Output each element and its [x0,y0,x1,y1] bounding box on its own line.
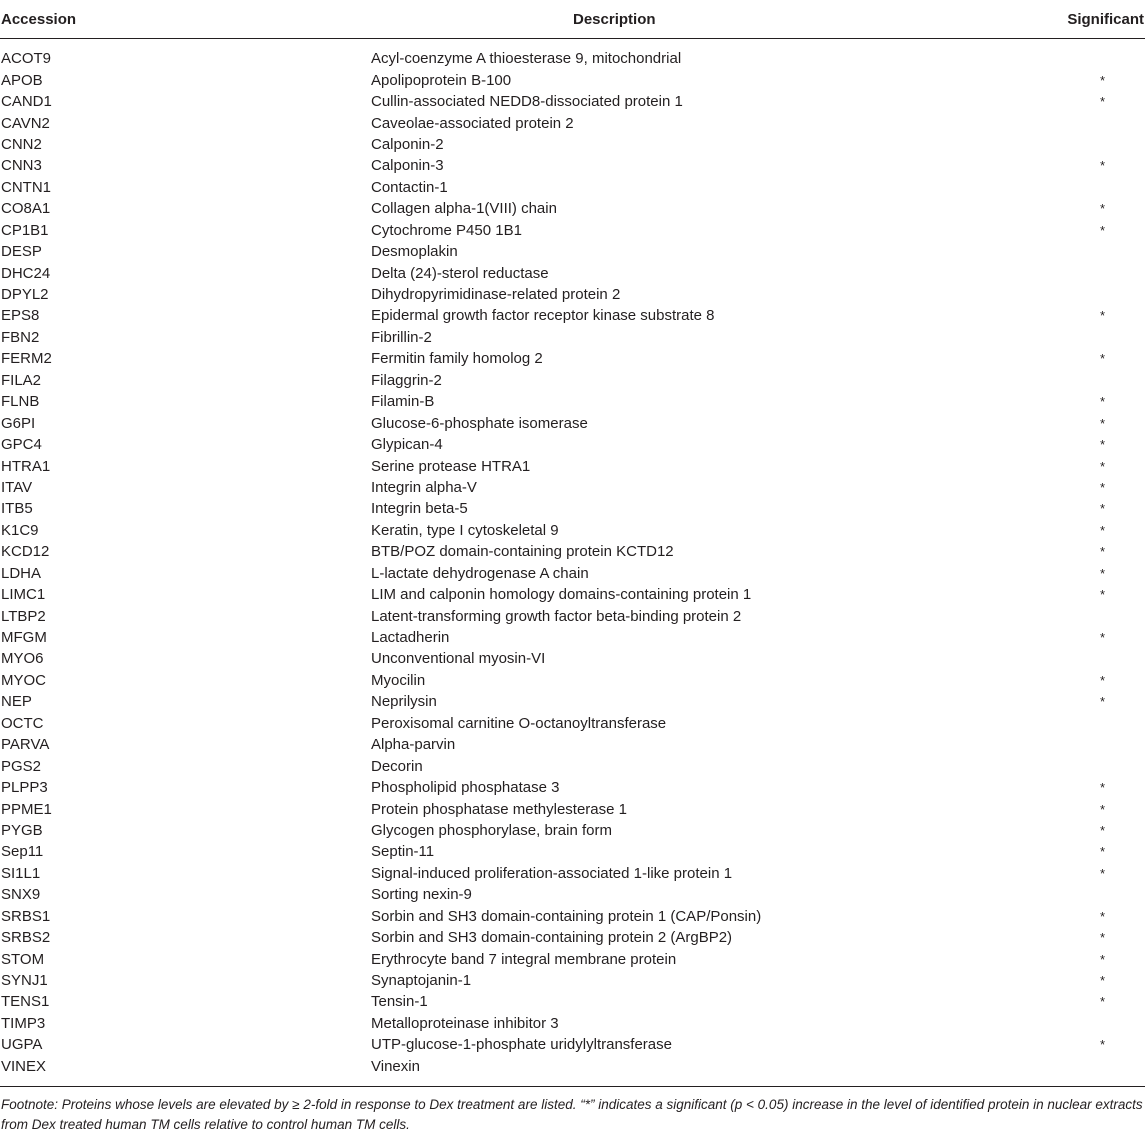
description-cell: Myocilin [371,671,426,689]
significant-cell: * [1100,630,1106,646]
accession-cell: EPS8 [1,307,40,325]
description-cell: Erythrocyte band 7 integral membrane protein [371,950,677,968]
description-cell: Desmoplakin [371,243,458,261]
accession-cell: CP1B1 [1,221,49,239]
description-cell: Dihydropyrimidinase-related protein 2 [371,286,621,304]
significant-cell: * [1100,437,1106,453]
description-cell: Serine protease HTRA1 [371,457,531,475]
accession-cell: CNN3 [1,157,42,175]
table-row [0,991,1145,1012]
significant-cell [1060,112,1145,133]
description-cell: Alpha-parvin [371,736,456,754]
table-row [0,455,1145,476]
table-row [0,563,1145,584]
significant-cell [1060,284,1145,305]
table-row [0,370,1145,391]
table-row [0,820,1145,841]
significant-cell [1060,884,1145,905]
accession-cell: TENS1 [1,993,50,1011]
accession-cell: APOB [1,71,43,89]
table-row [0,91,1145,112]
accession-cell: TIMP3 [1,1014,46,1032]
accession-cell: MYO6 [1,650,44,668]
significant-cell [1060,241,1145,262]
significant-cell: * [1100,222,1106,238]
description-cell: UTP-glucose-1-phosphate uridylyltransferase [371,1036,672,1054]
table-row [0,348,1145,369]
accession-cell: ITAV [1,478,33,496]
significant-cell: * [1100,544,1106,560]
significant-cell: * [1100,930,1106,946]
table-row [0,498,1145,519]
table-row [0,1056,1145,1077]
table-row [0,69,1145,90]
accession-cell: SRBS1 [1,907,51,925]
description-cell: Caveolae-associated protein 2 [371,114,574,132]
description-cell: Apolipoprotein B-100 [371,71,512,89]
accession-cell: CNN2 [1,135,42,153]
accession-cell: DPYL2 [1,286,49,304]
table-row [0,605,1145,626]
table-row [0,155,1145,176]
table-row [0,970,1145,991]
description-cell: Contactin-1 [371,178,448,196]
accession-cell: LTBP2 [1,607,46,625]
significant-cell: * [1100,351,1106,367]
description-cell: Glycogen phosphorylase, brain form [371,821,612,839]
accession-cell: CAND1 [1,93,52,111]
description-cell: Fibrillin-2 [371,328,432,346]
significant-cell: * [1100,951,1106,967]
accession-cell: LIMC1 [1,586,46,604]
accession-cell: GPC4 [1,436,42,454]
significant-cell [1060,1013,1145,1034]
table-header [0,0,1145,39]
table-row [0,777,1145,798]
significant-cell: * [1100,72,1106,88]
significant-cell: * [1100,908,1106,924]
significant-cell: * [1100,415,1106,431]
table-row [0,48,1145,69]
significant-cell: * [1100,501,1106,517]
description-cell: Integrin alpha-V [371,478,477,496]
description-cell: Glucose-6-phosphate isomerase [371,414,588,432]
significant-cell: * [1100,308,1106,324]
description-cell: Collagen alpha-1(VIII) chain [371,200,557,218]
significant-cell: * [1100,865,1106,881]
table-row [0,691,1145,712]
table-row [0,112,1145,133]
table-row [0,220,1145,241]
accession-cell: CNTN1 [1,178,52,196]
accession-cell: OCTC [1,714,44,732]
significant-cell [1060,177,1145,198]
accession-cell: NEP [1,693,32,711]
table-row [0,798,1145,819]
description-cell: Glypican-4 [371,436,443,454]
accession-cell: FILA2 [1,371,42,389]
description-cell: Tensin-1 [371,993,428,1011]
significant-cell: * [1100,522,1106,538]
table-row [0,241,1145,262]
table-row [0,927,1145,948]
description-cell: Phospholipid phosphatase 3 [371,779,560,797]
column-header-significant: Significant [1060,0,1145,39]
table-row [0,648,1145,669]
description-cell: Acyl-coenzyme A thioesterase 9, mitochondrial [371,50,682,68]
accession-cell: LDHA [1,564,42,582]
significant-cell: * [1100,94,1106,110]
significant-cell: * [1100,780,1106,796]
table-row [0,906,1145,927]
table-row [0,477,1145,498]
significant-cell [1060,713,1145,734]
column-header-description: Description [370,0,1060,39]
accession-cell: SYNJ1 [1,972,48,990]
accession-cell: SNX9 [1,886,41,904]
description-cell: Cytochrome P450 1B1 [371,221,522,239]
significant-cell: * [1100,394,1106,410]
significant-cell [1060,648,1145,669]
table-row [0,863,1145,884]
accession-cell: FLNB [1,393,40,411]
table-row [0,755,1145,776]
significant-cell [1060,262,1145,283]
significant-cell [1060,370,1145,391]
table-body [0,39,1145,1078]
significant-cell: * [1100,822,1106,838]
description-cell: Decorin [371,757,423,775]
significant-cell [1060,755,1145,776]
description-cell: Filaggrin-2 [371,371,442,389]
description-cell: Signal-induced proliferation-associated 1-like protein 1 [371,864,733,882]
table-row [0,305,1145,326]
accession-cell: HTRA1 [1,457,51,475]
table-row [0,734,1145,755]
significant-cell: * [1100,201,1106,217]
accession-cell: DESP [1,243,42,261]
significant-cell: * [1100,994,1106,1010]
significant-cell [1060,605,1145,626]
accession-cell: PLPP3 [1,779,48,797]
accession-cell: Sep11 [1,843,44,861]
description-cell: Sorting nexin-9 [371,886,472,904]
description-cell: Sorbin and SH3 domain-containing protein 2 (ArgBP2) [371,929,733,947]
description-cell: Vinexin [371,1057,420,1075]
significant-cell [1060,48,1145,69]
table-row [0,841,1145,862]
description-cell: L-lactate dehydrogenase A chain [371,564,589,582]
accession-cell: MYOC [1,671,46,689]
table-row [0,584,1145,605]
description-cell: Metalloproteinase inhibitor 3 [371,1014,559,1032]
description-cell: Integrin beta-5 [371,500,468,518]
accession-cell: KCD12 [1,543,50,561]
accession-cell: FBN2 [1,328,40,346]
table-row [0,412,1145,433]
description-cell: Filamin-B [371,393,435,411]
accession-cell: FERM2 [1,350,52,368]
description-cell: BTB/POZ domain-containing protein KCTD12 [371,543,674,561]
table-row [0,1013,1145,1034]
significant-cell [1060,134,1145,155]
significant-cell: * [1100,1037,1106,1053]
significant-cell [1060,1056,1145,1077]
description-cell: Delta (24)-sterol reductase [371,264,549,282]
accession-cell: K1C9 [1,521,39,539]
table-row [0,434,1145,455]
header-row [0,0,1145,39]
table-row [0,327,1145,348]
significant-cell: * [1100,479,1106,495]
significant-cell: * [1100,458,1106,474]
description-cell: Septin-11 [371,843,435,861]
table-row [0,134,1145,155]
significant-cell: * [1100,158,1106,174]
table-row [0,520,1145,541]
description-cell: Protein phosphatase methylesterase 1 [371,800,627,818]
description-cell: Lactadherin [371,629,450,647]
accession-cell: PGS2 [1,757,42,775]
description-cell: Synaptojanin-1 [371,972,472,990]
significant-cell: * [1100,844,1106,860]
description-cell: Calponin-2 [371,135,444,153]
accession-cell: MFGM [1,629,47,647]
accession-cell: G6PI [1,414,36,432]
table-row [0,713,1145,734]
accession-cell: STOM [1,950,45,968]
table-row [0,1034,1145,1055]
table-row [0,670,1145,691]
table-row [0,627,1145,648]
description-cell: Epidermal growth factor receptor kinase substrate 8 [371,307,715,325]
accession-cell: SI1L1 [1,864,41,882]
significant-cell: * [1100,587,1106,603]
description-cell: Cullin-associated NEDD8-dissociated protein 1 [371,93,683,111]
significant-cell [1060,327,1145,348]
significant-cell [1060,734,1145,755]
description-cell: LIM and calponin homology domains-containing protein 1 [371,586,752,604]
significant-cell: * [1100,694,1106,710]
accession-cell: PPME1 [1,800,52,818]
accession-cell: PARVA [1,736,50,754]
table-body-spacer [0,39,1145,49]
description-cell: Latent-transforming growth factor beta-binding protein 2 [371,607,742,625]
accession-cell: CO8A1 [1,200,51,218]
table-row [0,541,1145,562]
significant-cell: * [1100,565,1106,581]
table-row [0,262,1145,283]
significant-cell: * [1100,672,1106,688]
column-header-accession: Accession [0,0,370,39]
accession-cell: ITB5 [1,500,33,518]
significant-cell: * [1100,973,1106,989]
description-cell: Peroxisomal carnitine O-octanoyltransferase [371,714,667,732]
description-cell: Keratin, type I cytoskeletal 9 [371,521,559,539]
significant-cell: * [1100,801,1106,817]
accession-cell: SRBS2 [1,929,51,947]
table-footnote: Footnote: Proteins whose levels are elevated by ≥ 2-fold in response to Dex treatment are listed. “*” indicates a significant (p < 0.05) increase in the level of identified protein in nuclear extracts from Dex treated human TM cells relative to control human TM cells. [0,1086,1145,1135]
accession-cell: CAVN2 [1,114,50,132]
description-cell: Fermitin family homolog 2 [371,350,543,368]
table-row [0,948,1145,969]
table-row [0,884,1145,905]
table-row [0,284,1145,305]
description-cell: Calponin-3 [371,157,444,175]
description-cell: Neprilysin [371,693,437,711]
accession-cell: DHC24 [1,264,51,282]
accession-cell: ACOT9 [1,50,52,68]
accession-cell: VINEX [1,1057,47,1075]
description-cell: Unconventional myosin-VI [371,650,546,668]
accession-cell: PYGB [1,821,43,839]
table-row [0,391,1145,412]
table-row [0,177,1145,198]
description-cell: Sorbin and SH3 domain-containing protein 1 (CAP/Ponsin) [371,907,762,925]
accession-cell: UGPA [1,1036,43,1054]
table-row [0,198,1145,219]
